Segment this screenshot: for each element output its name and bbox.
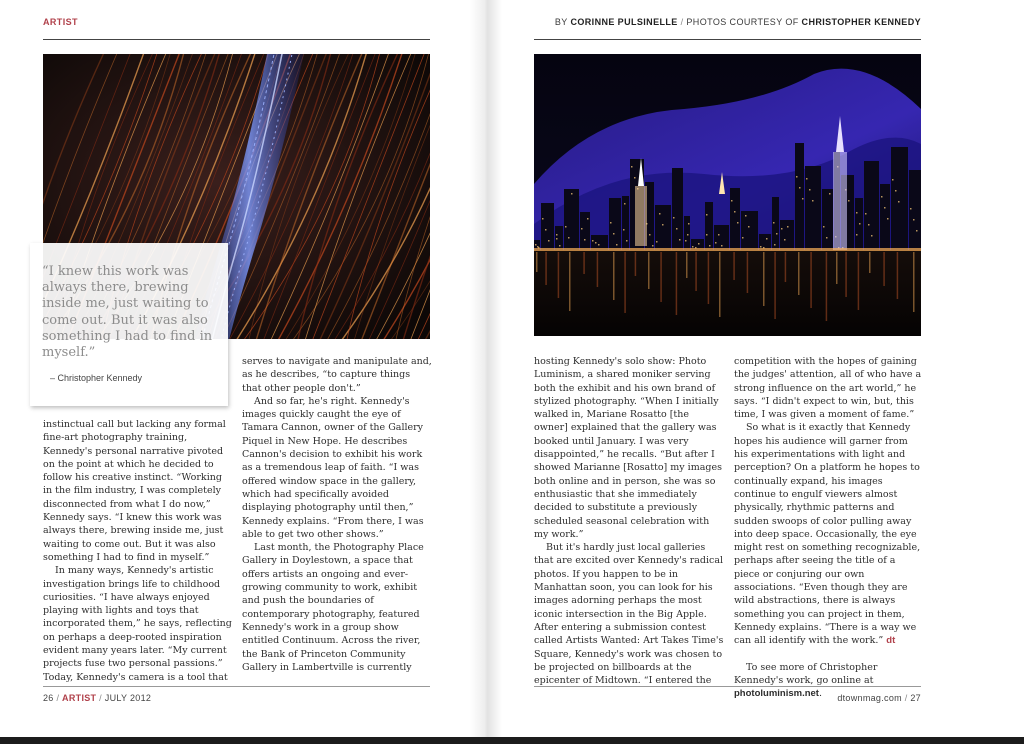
pull-quote-box	[30, 243, 228, 406]
page-gutter	[470, 0, 502, 744]
paragraph: serves to navigate and manipulate and, as he describes, “to capture things that other people don't.”	[242, 356, 432, 394]
right-footer-rule	[534, 686, 921, 687]
article-column-2	[242, 355, 432, 674]
article-column-3	[534, 355, 724, 687]
pull-quote-text: “I knew this work was always there, brewing inside me, just waiting to come out. But it was also something I had to find in myself.”	[42, 264, 213, 361]
right-folio: dtownmag.com / 27	[837, 693, 921, 703]
article-column-1	[43, 418, 233, 684]
paragraph: And so far, he's right. Kennedy's images quickly caught the eye of Tamara Cannon, owner of the Gallery Piquel in New Hope. He describes Cannon's decision to exhibit his work as a tremendous leap of faith. “I was offered window space in the gallery, which had specifically avoided displaying photography until then,” Kennedy explains. “From there, I was able to get two other shows.”	[242, 395, 424, 540]
photographer-name: CHRISTOPHER KENNEDY	[801, 17, 921, 27]
left-header-rule	[43, 39, 430, 40]
closing-paragraph: To see more of Christopher Kennedy's work, go online at photoluminism.net.	[734, 661, 878, 700]
byline-prefix: BY	[554, 17, 568, 27]
pull-quote-attribution: – Christopher Kennedy	[50, 373, 143, 383]
paragraph: hosting Kennedy's solo show: Photo Luminism, a shared moniker serving both the exhibit and his own brand of stylized photography. “When I initially walked in, Mariane Rosatto [the owner] explained that the gallery was booked until January. I was very disappointed,” he recalls. “But after I showed Marianne [Rosatto] my images both online and in person, she was so enthusiastic that she immediately decided to substitute a previously scheduled seasonal celebration with my work.”	[534, 356, 722, 540]
article-column-4	[734, 355, 924, 700]
paragraph: Last month, the Photography Place Gallery in Doylestown, a space that offers artists an ongoing and ever-growing community to work, exhibit and push the boundaries of contemporary photography, featured Kennedy's work in a group show entitled Continuum. Across the river, the Bank of Princeton Community Gallery in Lambertville is currently	[242, 542, 424, 673]
site-url: dtownmag.com	[837, 693, 902, 703]
end-mark: dt	[886, 635, 896, 647]
scan-bottom-edge	[0, 737, 1024, 744]
right-header-rule	[534, 39, 921, 40]
left-running-head	[43, 17, 78, 27]
paragraph-text: So what is it exactly that Kennedy hopes his audience will garner from his experimentations with light and perception? On a platform he hopes to continually expand, his images continue to engulf viewers almost physically, rhythmic patterns and sudden swoops of color pulling away into deep space. Occasionally, the eye might rest on something recognizable, perhaps after seeing the title of a piece or conjuring our own associations. “Even though they are wild abstractions, there is always something you can project in them, Kennedy explains. “There is a way we can all identify with the work.”	[734, 422, 921, 647]
folio-section: ARTIST	[62, 693, 97, 703]
closing-text: To see more of Christopher Kennedy's work, go online at	[734, 661, 878, 686]
paragraph: In many ways, Kennedy's artistic investigation brings life to childhood curiosities. “I have always enjoyed playing with lights and toys that incorporated them,” he says, reflecting on perhaps a deep-rooted inspiration evident many years later. “My current projects fuse two personal passions.” Today, Kennedy's camera is a tool that	[43, 565, 232, 683]
page-number: 27	[910, 693, 921, 703]
photo-credit-line: BY CORINNE PULSINELLE / PHOTOS COURTESY OF CHRISTOPHER KENNEDY	[554, 17, 921, 27]
city-skyline-photo	[534, 54, 921, 336]
paragraph	[734, 421, 924, 647]
paragraph: But it's hardly just local galleries that are excited over Kennedy's radical photos. If you happen to be in Manhattan soon, you can look for his images adorning perhaps the most iconic intersection in the Big Apple. After entering a submission contest called Artists Wanted: Art Takes Time's Square, Kennedy's work was chosen to be projected on billboards at the epicenter of Midtown. “I entered the	[534, 542, 724, 687]
paragraph: competition with the hopes of gaining the judges' attention, all of who have a strong influence on the art world,” he says. “I didn't expect to win, but, this time, I was given a moment of fame.”	[734, 356, 922, 421]
issue-date: JULY 2012	[104, 693, 152, 703]
author-name: CORINNE PULSINELLE	[570, 17, 678, 27]
website-link[interactable]: photoluminism.net	[734, 688, 819, 700]
left-footer-rule	[43, 686, 430, 687]
paragraph: instinctual call but lacking any formal fine-art photography training, Kennedy's personal narrative pivoted on the point at which he decided to follow his creative instinct. “Working in the film industry, I was completely disconnected from what I do now,” Kennedy says. “I knew this work was always there, brewing inside me, just waiting to come out. But it was also something I had to find in myself.”	[43, 419, 226, 563]
photo-credit-prefix: PHOTOS COURTESY OF	[686, 17, 799, 27]
section-label: ARTIST	[43, 17, 78, 27]
page-number: 26	[43, 693, 54, 703]
left-folio: 26 / ARTIST / JULY 2012	[43, 693, 152, 703]
